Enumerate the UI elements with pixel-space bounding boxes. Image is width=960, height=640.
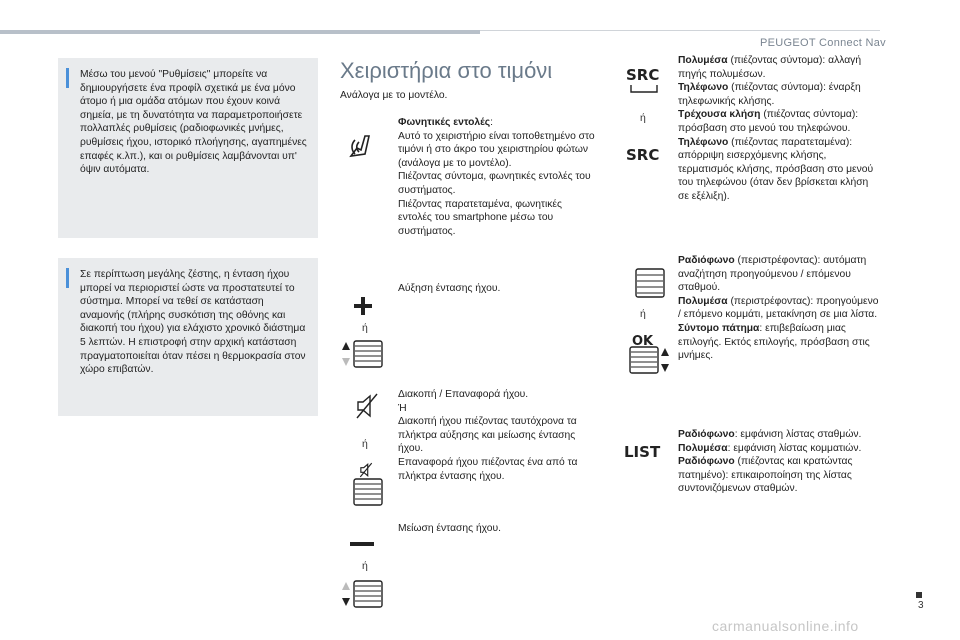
header-rule-thin [480,30,880,31]
mute-icon [355,392,379,420]
section-title: Χειριστήρια στο τιμόνι [340,58,553,83]
or-label: ή [640,308,646,320]
list-label: LIST [624,443,661,461]
volume-up-desc: Αύξηση έντασης ήχου. [398,283,501,294]
mute-desc: Διακοπή / Επαναφορά ήχου. Ή Διακοπή ήχου πιέζοντας ταυτόχρονα τα πλήκτρα αύξησης και μείωσης έντασης ήχου. Επαναφορά ήχου πιέζοντας ένα από τα πλήκτρα έντασης ήχου. [398,389,578,482]
src-label: SRC [626,66,660,84]
or-label: ή [640,112,646,124]
note-marker [66,268,69,288]
or-label: ή [362,322,368,334]
thumbwheel-up-icon [342,340,384,368]
ok-label: OK [632,334,654,349]
info-note [58,58,318,238]
list-desc: Ραδιόφωνο: εμφάνιση λίστας σταθμών. Πολυμέσα: εμφάνιση λίστας κομματιών. Ραδιόφωνο (πιέζοντας και κρατώντας πατημένο): επικαιροποίηση της λίστας συντονιζόμενων σταθμών. [678,429,862,495]
info-note [58,258,318,416]
src-underline-icon [630,84,658,94]
page-number: 3 [918,600,924,611]
volume-down-desc: Μείωση έντασης ήχου. [398,523,502,534]
header-rule [0,30,480,34]
plus-icon [352,295,374,317]
note-text: Σε περίπτωση μεγάλης ζέστης, η ένταση ήχου μπορεί να περιοριστεί ώστε να προστατευτεί το σύστημα. Μπορεί να τεθεί σε κατάσταση αναμονής (πλήρης συσκότιση της οθόνης και διακοπή του ήχου) για ελάχιστο χρονικό διάστημα 5 λεπτών. Η επιστροφή στην αρχική κατάσταση πραγματοποιείται όταν πέσει η θερμοκρασία στον χώρο επιβατών. [80,269,306,376]
minus-icon [350,540,374,548]
voice-command-desc: Φωνητικές εντολές: Αυτό το χειριστήριο είναι τοποθετημένο στο τιμόνι ή στο άκρο του χειριστηρίου φώτων (ανάλογα με το μοντέλο). Πιέζοντας σύντομα, φωνητικές εντολές του συστήματος. Πιέζοντας παρατεταμένα, φωνητικές εντολές του smartphone μέσω του συστήματος. [398,117,595,237]
note-text: Μέσω του μενού "Ρυθμίσεις" μπορείτε να δημιουργήσετε ένα προφίλ σχετικά με ένα μόνο άτομο ή μια ομάδα ατόμων που έχουν κοινά σημεία, με τη δυνατότητα να παραμετροποιήσετε πολλαπλές ρυθμίσεις (ραδιοφωνικές μνήμες, ρυθμίσεις ήχου, ιστορικό πλοήγησης, αγαπημένες επαφές κ.λπ.), και οι ρυθμίσεις λαμβάνονται υπ' όψιν αυτόματα. [80,69,307,176]
ok-desc: Ραδιόφωνο (περιστρέφοντας): αυτόματη αναζήτηση προηγούμενου / επόμενου σταθμού. Πολυμέσα (περιστρέφοντας): προηγούμενο / επόμενο κομμάτι, μετακίνηση σε μια λίστα. Σύντομο πάτημα: επιβεβαίωση μιας επιλογής. Εκτός επιλογής, πρόσβαση στις μνήμες. [678,255,879,362]
brand-label: PEUGEOT Connect Nav [760,37,886,49]
watermark: carmanualsonline.info [712,618,859,634]
mute-small-icon [359,462,373,478]
voice-command-icon [345,132,375,158]
or-label: ή [362,438,368,450]
src-label: SRC [626,146,660,164]
thumbwheel-down-icon [342,580,384,608]
thumbwheel-updown-icon [628,346,670,374]
thumbwheel-icon [634,268,666,298]
thumbwheel-icon [352,478,384,506]
section-subtitle: Ανάλογα με το μοντέλο. [340,90,448,101]
or-label: ή [362,560,368,572]
page-marker [916,592,922,598]
note-marker [66,68,69,88]
src-desc: Πολυμέσα (πιέζοντας σύντομα): αλλαγή πηγής πολυμέσων. Τηλέφωνο (πιέζοντας σύντομα): έναρξη τηλεφωνικής κλήσης. Τρέχουσα κλήση (πιέζοντας σύντομα): πρόσβαση στο μενού του τηλεφώνου. Τηλέφωνο (πιέζοντας παρατεταμένα): απόρριψη εισερχόμενης κλήσης, τερματισμός κλήσης, πρόσβαση στο μενού του τηλεφώνου (όταν δεν βρίσκεται κλήση σε εξέλιξη). [678,55,874,202]
